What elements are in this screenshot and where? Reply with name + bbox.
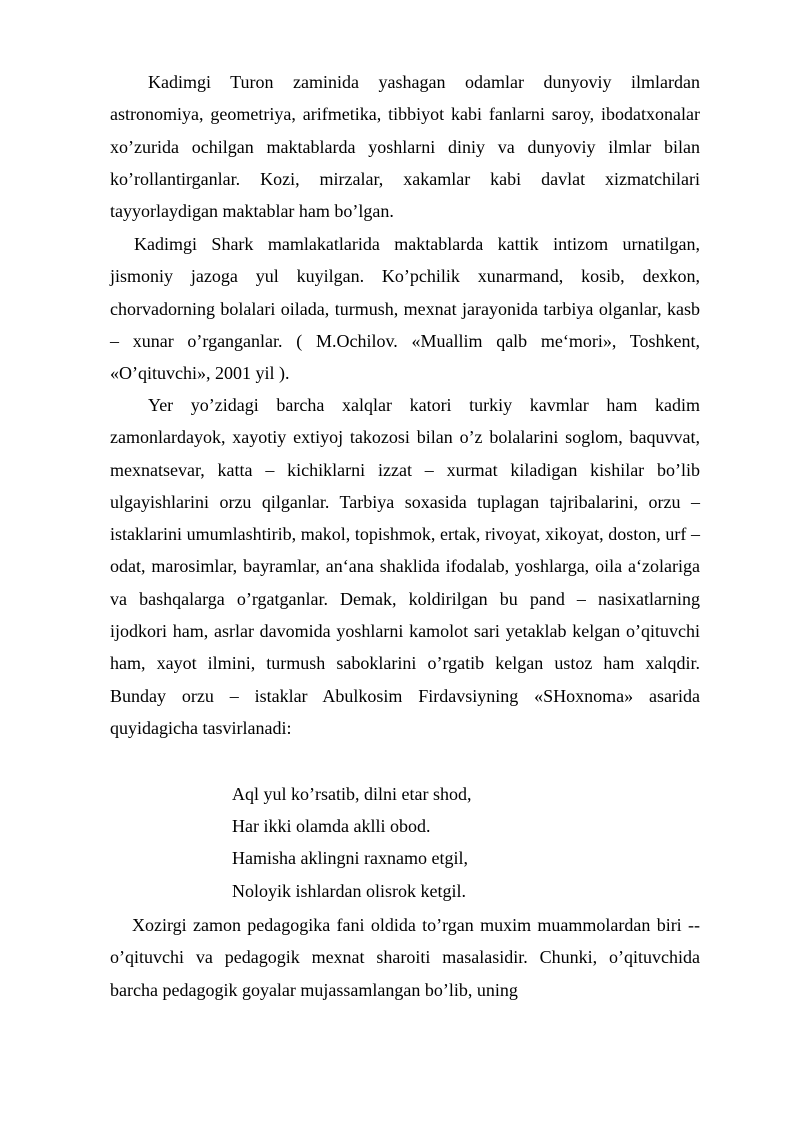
poem-line: Hamisha aklingni raxnamo etgil,: [232, 848, 468, 869]
paragraph-1: Kadimgi Turon zaminida yashagan odamlar dunyoviy ilmlardan astronomiya, geometriya, arifmetika, tibbiyot kabi fanlarni saroy, ibodatxonalar xo’zurida ochilgan maktablarda yoshlarni diniy va dunyoviy ilmlar bilan ko’rollantirganlar. Kozi, mirzalar, xakamlar kabi davlat xizmatchilari tayyorlaydigan maktablar ham bo’lgan.: [110, 72, 700, 222]
poem-line: Aql yul ko’rsatib, dilni etar shod,: [232, 784, 472, 804]
poem-line: Noloyik ishlardan olisrok ketgil.: [232, 880, 466, 901]
paragraph-2: Kadimgi Shark mamlakatlarida maktablarda kattik intizom urnatilgan, jismoniy jazoga yul kuyilgan. Ko’pchilik xunarmand, kosib, dexkon, chorvadorning bolalari oilada, turmush, mexnat jarayonida tarbiya olganlar, kasb – xunar o’rganganlar. ( M.Ochilov. «Muallim qalb me‘mori», Toshkent, «O’qituvchi», 2001 yil ).: [110, 234, 700, 384]
paragraph-3: Yer yo’zidagi barcha xalqlar katori turkiy kavmlar ham kadim zamonlardayok, xayotiy extiyoj takozosi bilan o’z bolalarini soglom, baquvvat, mexnatsevar, katta – kichiklarni izzat – xurmat kiladigan kishilar bo’lib ulgayishlarini orzu qilganlar. Tarbiya soxasida tuplagan tajribalarini, orzu – istaklarini umumlashtirib, makol, topishmok, ertak, rivoyat, xikoyat, doston, urf – odat, marosimlar, bayramlar, an‘ana shaklida ifodalab, yoshlarga, oila a‘zolariga va bashqalarga o’rgatganlar. Demak, koldirilgan bu pand – nasixatlarning ijodkori ham, asrlar davomida yoshlarni kamolot sari yetaklab kelgan o’qituvchi ham, xayot ilmini, turmush saboklarini o’rgatib kelgan ustoz ham xalqdir. Bunday orzu – istaklar Abulkosim Firdavsiyning «SHoxnoma» asarida quyidagicha tasvirlanadi:: [110, 395, 700, 738]
poem: [232, 778, 471, 907]
poem-line: Har ikki olamda aklli obod.: [232, 816, 431, 837]
paragraph-4: Xozirgi zamon pedagogika fani oldida to’rgan muxim muammolardan biri -- o’qituvchi va pedagogik mexnat sharoiti masalasidir. Chunki, o’qituvchida barcha pedagogik goyalar mujassamlangan bo’lib, uning: [110, 915, 700, 1000]
